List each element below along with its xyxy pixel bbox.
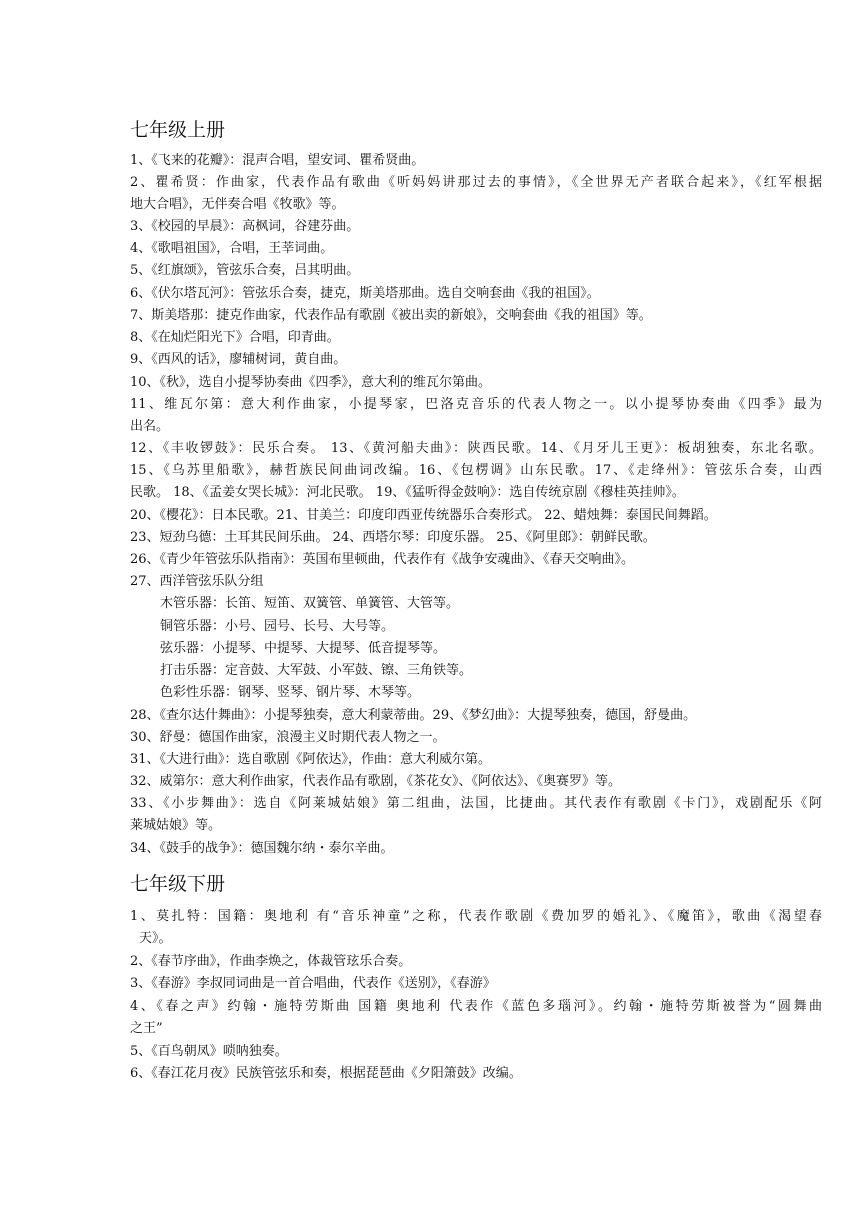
section-title-grade7-second-term: 七年级下册 (130, 873, 226, 895)
list-item: 6、《伏尔塔瓦河》：管弦乐合奏，捷克，斯美塔那曲。选自交响套曲《我的祖国》。 (130, 286, 600, 301)
list-item: 26、《青少年管弦乐队指南》：英国布里顿曲，代表作有《战争安魂曲》、《春天交响曲》。 (130, 552, 635, 567)
list-item: 8、《在灿烂阳光下》合唱，印青曲。 (130, 330, 340, 345)
section-title-grade7-first-term: 七年级上册 (130, 119, 226, 141)
list-item: 4、《春之声》约翰・施特劳斯曲 国籍 奥地利 代表作《蓝色多瑙河》。约翰・施特劳斯被誉为“圆舞曲 (130, 999, 822, 1014)
instrument-group-color: 色彩性乐器：钢琴、竖琴、钢片琴、木琴等。 (160, 685, 421, 700)
instrument-group-percussion: 打击乐器：定音鼓、大军鼓、小军鼓、镲、三角铁等。 (160, 663, 473, 678)
list-item: 12、《丰收锣鼓》：民乐合奏。 13、《黄河船夫曲》：陕西民歌。14、《月牙儿王更》：板胡独奏，东北名歌。 (130, 441, 822, 456)
list-item: 1、莫扎特：国籍：奥地利 有“音乐神童”之称，代表作歌剧《费加罗的婚礼》、《魔笛》，歌曲《渴望春 (130, 909, 822, 924)
instrument-group-brass: 铜管乐器：小号、园号、长号、大号等。 (160, 619, 395, 634)
list-item: 5、《百鸟朝凤》唢呐独奏。 (130, 1044, 288, 1059)
instrument-group-strings: 弦乐器：小提琴、中提琴、大提琴、低音提琴等。 (160, 641, 447, 656)
list-item-continuation: 天》。 (139, 931, 172, 946)
list-item-continuation: 出名。 (130, 419, 170, 434)
instrument-group-woodwind: 木管乐器：长笛、短笛、双簧管、单簧管、大管等。 (160, 596, 460, 611)
list-item: 9、《西风的话》，廖辅树词，黄自曲。 (130, 352, 347, 367)
list-item: 3、《校园的早晨》：高枫词，谷建芬曲。 (130, 219, 360, 234)
list-item: 2、瞿希贤：作曲家，代表作品有歌曲《听妈妈讲那过去的事情》，《全世界无产者联合起来》，《红军根据 (130, 175, 822, 190)
list-item: 3、《春游》李叔同词曲是一首合唱曲，代表作《送别》，《春游》 (130, 976, 496, 991)
list-item: 27、西洋管弦乐队分组 (130, 574, 264, 589)
list-item: 11、维瓦尔第：意大利作曲家，小提琴家，巴洛克音乐的代表人物之一。以小提琴协奏曲《四季》最为 (130, 397, 822, 412)
list-item: 32、威第尔：意大利作曲家，代表作品有歌剧，《茶花女》、《阿依达》、《奥赛罗》等。 (130, 774, 622, 789)
list-item: 20、《樱花》：日本民歌。21、甘美兰：印度印西亚传统器乐合奏形式。 22、蜡烛舞：泰国民间舞蹈。 (130, 508, 717, 523)
list-item: 28、《查尔达什舞曲》：小提琴独奏，意大利蒙蒂曲。29、《梦幻曲》：大提琴独奏，德国，舒曼曲。 (130, 708, 697, 723)
list-item-continuation: 之王” (130, 1021, 163, 1036)
list-item: 34、《鼓手的战争》：德国魏尔纳・泰尔辛曲。 (130, 841, 394, 856)
list-item: 10、《秋》，选自小提琴协奏曲《四季》，意大利的维瓦尔第曲。 (130, 375, 492, 390)
list-item: 5、《红旗颂》，管弦乐合奏，吕其明曲。 (130, 263, 360, 278)
list-item-continuation: 莱城姑娘》等。 (130, 818, 222, 833)
list-item: 15、《乌苏里船歌》，赫哲族民间曲词改编。16、《包楞调》山东民歌。17、《走绛州》：管弦乐合奏，山西 (130, 463, 822, 478)
list-item: 1、《飞来的花瓣》：混声合唱，望安词、瞿希贤曲。 (130, 153, 425, 168)
list-item: 23、短劲乌德：土耳其民间乐曲。 24、西塔尔琴：印度乐器。 25、《阿里郎》：朝鲜民歌。 (130, 530, 656, 545)
list-item: 4、《歌唱祖国》，合唱，王莘词曲。 (130, 241, 334, 256)
list-item-continuation: 地大合唱》，无伴奏合唱《牧歌》等。 (130, 197, 345, 212)
list-item: 30、舒曼：德国作曲家，浪漫主义时期代表人物之一。 (130, 730, 446, 745)
list-item: 2、《春节序曲》，作曲李焕之，体裁管玹乐合奏。 (130, 954, 412, 969)
list-item: 7、斯美塔那：捷克作曲家，代表作品有歌剧《被出卖的新娘》，交响套曲《我的祖国》等。 (130, 308, 652, 323)
list-item: 6、《春江花月夜》民族管弦乐和奏，根据琵琶曲《夕阳箫鼓》改编。 (130, 1066, 522, 1081)
list-item: 民歌。 18、《孟姜女哭长城》：河北民歌。 19、《猛听得金鼓响》：选自传统京剧《穆桂英挂帅》。 (130, 485, 685, 500)
list-item: 33、《小步舞曲》：选自《阿莱城姑娘》第二组曲，法国，比捷曲。其代表作有歌剧《卡门》，戏剧配乐《阿 (130, 796, 822, 811)
list-item: 31、《大进行曲》：选自歌剧《阿依达》，作曲：意大利威尔第。 (130, 752, 492, 767)
